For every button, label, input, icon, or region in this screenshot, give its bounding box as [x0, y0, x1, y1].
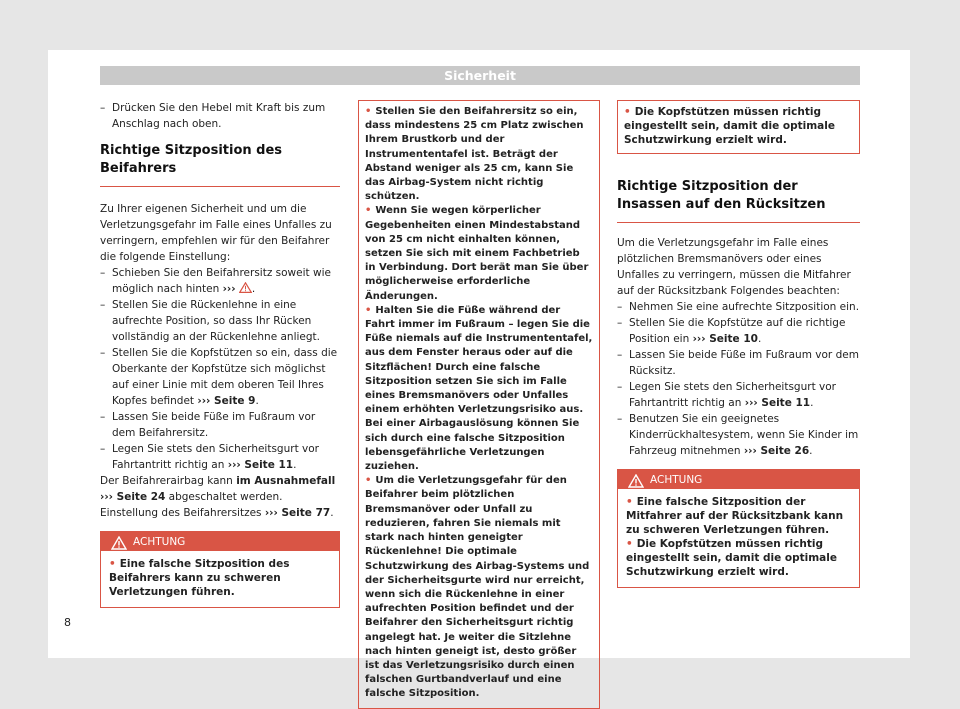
warning-continuation-box [358, 100, 600, 709]
list-item: – Lassen Sie beide Füße im Fußraum vor dem Rücksitz. [617, 349, 859, 377]
page-reference-link[interactable]: ››› Seite 24 [100, 491, 166, 503]
list-item: – Lassen Sie beide Füße im Fußraum vor dem Beifahrersitz. [100, 411, 316, 439]
column-middle [358, 100, 600, 709]
list-item: – Benutzen Sie ein geeignetes Kinderrückhaltesystem, wenn Sie Kinder im Fahrzeug mitnehmen ››› Seite 26. [617, 413, 859, 457]
warning-bullet: • Eine falsche Sitzposition des Beifahrers kann zu schweren Verletzungen führen. [109, 558, 290, 598]
list-item: – Stellen Sie die Kopfstütze auf die richtige Position ein ››› Seite 10. [617, 317, 846, 345]
page-reference-link[interactable]: ››› Seite 77 [264, 507, 331, 519]
warning-body [618, 489, 859, 587]
list-item: – Stellen Sie die Rückenlehne in eine aufrechte Position, so dass Ihr Rücken vollständig an der Rückenlehne anliegt. [100, 299, 321, 343]
page-reference-link[interactable]: ››› Seite 9 [197, 395, 256, 407]
airbag-paragraph: Der Beifahrerairbag kann im Ausnahmefall ››› Seite 24 abgeschaltet werden. [100, 475, 336, 503]
warning-body [618, 101, 859, 153]
list-item: – Drücken Sie den Hebel mit Kraft bis zum Anschlag nach oben. [100, 102, 326, 130]
warning-body [101, 551, 339, 607]
section-heading-block [100, 142, 340, 187]
warning-bullet: • Um die Verletzungsgefahr für den Beifahrer beim plötzlichen Bremsmanöver oder Unfall zu reduzieren, fahren Sie niemals mit stark nach hinten geneigter Rückenlehne! Die optimale Schutzwirkung des Airbag-Systems und der Sicherheitsgurte wird nur erreicht, wenn sich die Rückenlehne in einer aufrechten Position befindet und der Beifahrer den Sicherheitsgurt richtig angelegt hat. Je weiter die Sitzlehne nach hinten geneigt ist, desto größer ist das Verletzungsrisiko durch einen falschen Gurtbandverlauf und eine falsche Sitzposition. [365, 475, 590, 700]
page-reference-link[interactable]: ››› Seite 26 [743, 445, 810, 457]
warning-header: ACHTUNG [618, 470, 859, 489]
warning-triangle-icon [111, 536, 127, 550]
column-right [617, 100, 860, 588]
section-heading-block [617, 178, 860, 223]
warning-bullet: • Die Kopfstützen müssen richtig eingestellt sein, damit die optimale Schutzwirkung erzielt wird. [626, 538, 837, 578]
list-item: – Stellen Sie die Kopfstützen so ein, dass die Oberkante der Kopfstütze sich möglichst auf einer Linie mit dem oberen Teil Ihres Kopfes befindet ››› Seite 9. [100, 347, 338, 407]
warning-body [359, 101, 599, 708]
list-item: – Schieben Sie den Beifahrersitz soweit wie möglich nach hinten ››› . [100, 267, 331, 295]
list-item: – Legen Sie stets den Sicherheitsgurt vor Fahrtantritt richtig an ››› Seite 11. [617, 381, 836, 409]
warning-bullet: • Stellen Sie den Beifahrersitz so ein, dass mindestens 25 cm Platz zwischen Ihrem Brustkorb und der Instrumententafel ist. Beträgt der Abstand weniger als 25 cm, kann Sie das Airbag-System nicht richtig schützen. [365, 106, 584, 203]
column-left [100, 100, 340, 608]
warning-bullet: • Wenn Sie wegen körperlicher Gegebenheiten einen Mindestabstand von 25 cm nicht einhalten können, setzen Sie sich mit einem Fachbetrieb in Verbindung. Dort berät man Sie über möglicherweise erforderliche Änderungen. [365, 205, 589, 302]
warning-continuation-box [617, 100, 860, 154]
warning-box [100, 531, 340, 608]
warning-header: ACHTUNG [101, 532, 339, 551]
section-heading: Richtige Sitzposition der Insassen auf den Rücksitzen [617, 179, 826, 212]
warning-triangle-icon [628, 474, 644, 488]
page-reference-link[interactable]: ››› Seite 11 [744, 397, 811, 409]
warning-bullet: • Die Kopfstützen müssen richtig eingestellt sein, damit die optimale Schutzwirkung erzielt wird. [624, 106, 835, 146]
section-header: Sicherheit [100, 66, 860, 85]
list-item: – Nehmen Sie eine aufrechte Sitzposition ein. [617, 301, 860, 313]
intro-paragraph: Zu Ihrer eigenen Sicherheit und um die Verletzungsgefahr im Falle eines Unfalles zu verringern, empfehlen wir für den Beifahrer die folgende Einstellung: [100, 203, 332, 263]
adjust-paragraph: Einstellung des Beifahrersitzes ››› Seite 77. [100, 507, 334, 519]
list-item: – Legen Sie stets den Sicherheitsgurt vor Fahrtantritt richtig an ››› Seite 11. [100, 443, 319, 471]
warning-bullet: • Eine falsche Sitzposition der Mitfahrer auf der Rücksitzbank kann zu schweren Verletzungen führen. [626, 496, 844, 536]
section-heading: Richtige Sitzposition des Beifahrers [100, 143, 283, 176]
intro-paragraph: Um die Verletzungsgefahr im Falle eines plötzlichen Bremsmanövers oder eines Unfalles zu verringern, müssen die Mitfahrer auf der Rücksitzbank Folgendes beachten: [617, 237, 851, 297]
warning-box [617, 469, 860, 588]
page-reference-link[interactable]: ››› [222, 283, 236, 295]
warning-triangle-icon [239, 282, 252, 293]
page-number: 8 [64, 616, 71, 629]
warning-bullet: • Halten Sie die Füße während der Fahrt immer im Fußraum – legen Sie die Füße niemals auf die Instrumententafel, aus dem Fenster heraus oder auf die Sitzflächen! Durch eine falsche Sitzposition setzen Sie sich im Falle eines Bremsmanövers oder Unfalles einem erhöhten Verletzungsrisiko aus. Bei einer Airbagauslösung können Sie sich durch eine falsche Sitzposition lebensgefährliche Verletzungen zuziehen. [365, 304, 593, 473]
page-reference-link[interactable]: ››› Seite 10 [692, 333, 758, 345]
page-reference-link[interactable]: ››› Seite 11 [227, 459, 294, 471]
